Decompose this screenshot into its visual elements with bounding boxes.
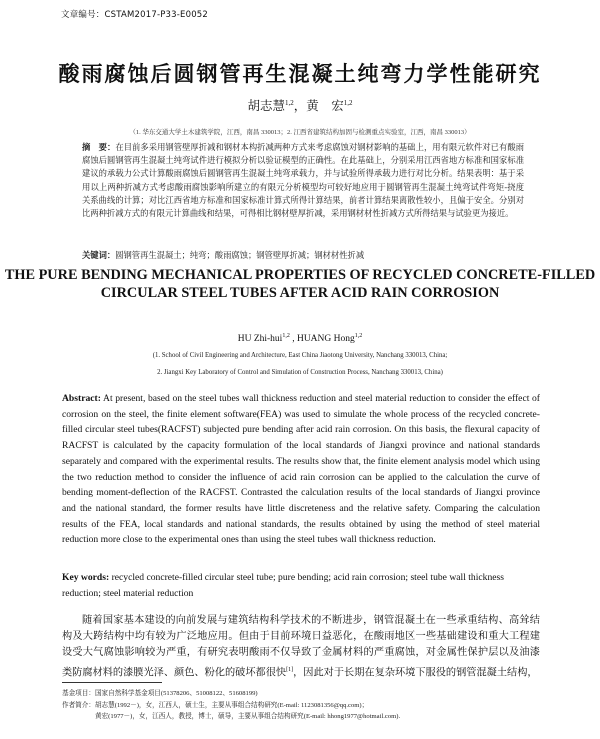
english-affiliation-1: (1. School of Civil Engineering and Architecture, East China Jiaotong University, Nanchang 330013, China; [152, 352, 448, 359]
chinese-abstract-text: 在目前多采用钢管壁厚折减和钢材本构折减两种方式来考虑腐蚀对钢材影响的基础上，用有限元软件对已有酸雨腐蚀后圆钢管再生混凝土纯弯试件进行模拟分析以验证模型的正确性。在此基础上，分别采用江西省地方标准和国家标准建议的承载力公式计算酸雨腐蚀后圆钢管再生混凝土纯弯承载力，并与试验所得承载力进行对比分析。结果表明：基于采用以上两种折减方式考虑酸雨腐蚀影响所建立的有限元分析模型均可较好地应用于圆钢管再生混凝土纯弯试件弯矩-挠度关系曲线的计算；对比江西省地方标准和国家标准计算式所得计算结果，前者计算结果离散性较小，且偏于安全。分别对比两种折减方式的有限元计算曲线和结果，可得相比钢材壁厚折减，采用钢材材性折减方式所得结果与试验更为接近。 [82, 143, 524, 219]
english-affiliation-2: 2. Jiangxi Key Laboratory of Control and Simulation of Construction Process, Nanchang 330013, China) [157, 369, 443, 376]
english-author-1-affiliation: 1,2 [282, 333, 290, 339]
chinese-author-2: 黄 宏 [306, 99, 344, 113]
chinese-author-1-affiliation: 1,2 [284, 98, 294, 107]
chinese-affiliation: （1. 华东交通大学土木建筑学院，江西，南昌 330013；2. 江西省建筑结构加固与检测重点实验室，江西，南昌 330013） [129, 129, 471, 136]
article-number: 文章编号：CSTAM2017-P33-E0052 [61, 10, 209, 20]
chinese-authors [0, 96, 600, 114]
english-author-separator: , [289, 334, 297, 345]
body-paragraph [62, 613, 540, 681]
english-author-2: HUANG Hong [296, 334, 355, 345]
citation-marker: [1] [286, 666, 294, 673]
footnote-divider [62, 682, 162, 683]
english-authors [0, 333, 600, 344]
footnotes [62, 688, 540, 723]
english-abstract-text: At present, based on the steel tubes wall thickness reduction and steel material reduction to consider the effect of corrosion on the steel, the finite element software(FEA) was used to simulate the whole process of the recycled concrete-filled circular steel tubes(RACFST) subjected pure bending after acid rain corrosion. On this basis, the flexural capacity of RACFST is calculated by the capacity formulation of the local standards of Jiangxi province and national standards separately and compared with the experimental results. The results show that, the finite element analysis model which using the two reduction method to consider the influence of acid rain corrosion can be applied to the calculation the curve of bending moment-deflection of the RACFST. Contrasted the calculation results of the local standards of Jiangxi province and the national standard, the former results have little discreteness and the relative safety. Comparing the calculation results of the FEA, local standards and national standards, the results obtained by using the method of steel material reduction more close to the experimental ones than using the steel tubes wall thickness reduction. [62, 393, 540, 546]
chinese-keywords-text: 圆钢管再生混凝土；纯弯；酸雨腐蚀；钢管壁厚折减；钢材材性折减 [115, 251, 365, 260]
chinese-author-1: 胡志慧 [247, 99, 285, 113]
english-title: THE PURE BENDING MECHANICAL PROPERTIES OF RECYCLED CONCRETE-FILLED CIRCULAR STEEL TUBES AFTER ACID RAIN CORROSION [4, 267, 596, 301]
english-author-1: HU Zhi-hui [237, 334, 283, 345]
chinese-author-2-affiliation: 1,2 [343, 98, 353, 107]
chinese-abstract [82, 141, 524, 220]
english-abstract-label: Abstract: [62, 393, 101, 404]
english-keywords-text: recycled concrete-filled circular steel tube; pure bending; acid rain corrosion; steel tube wall thickness reduction; steel material reduction [62, 572, 504, 599]
chinese-abstract-label: 摘 要： [82, 143, 116, 152]
english-keywords-label: Key words: [62, 572, 110, 583]
author-separator: ， [293, 99, 307, 113]
chinese-title: 酸雨腐蚀后圆钢管再生混凝土纯弯力学性能研究 [58, 62, 542, 86]
english-author-2-affiliation: 1,2 [354, 333, 363, 339]
footnote-funding: 基金项目：国家自然科学基金项目(51378206、51008122、51608199) [62, 690, 258, 697]
chinese-keywords [82, 249, 524, 261]
footnote-author-1: 作者简介：胡志慧(1992－)，女，江西人，硕士生，主要从事组合结构研究(E-mail: 1123081356@qq.com)； [62, 701, 369, 709]
footnote-author-2: 黄宏(1977－)，女，江西人，教授，博士，硕导，主要从事组合结构研究(E-mail: hhong1977@hotmail.com). [62, 713, 401, 720]
english-keywords [62, 570, 540, 601]
english-abstract [62, 391, 540, 548]
body-paragraph-tail: ，因此对于长期在复杂环境下服役的钢管混凝土结构， [293, 667, 538, 678]
body-paragraph-text: 随着国家基本建设的向前发展与建筑结构科学技术的不断进步，钢管混凝土在一些承重结构、高耸结构及大跨结构中均有较为广泛地应用。但由于目前环境日益恶化，在酸雨地区一些基础建设和重大工程建设受大气腐蚀影响较为严重，有研究表明酸雨不仅导致了金属材料的严重腐蚀，对金属性保护层以及油漆类防腐材料的漆膜光泽、颜色、粉化的破坏都很快 [62, 615, 540, 678]
chinese-keywords-label: 关键词： [82, 251, 116, 260]
